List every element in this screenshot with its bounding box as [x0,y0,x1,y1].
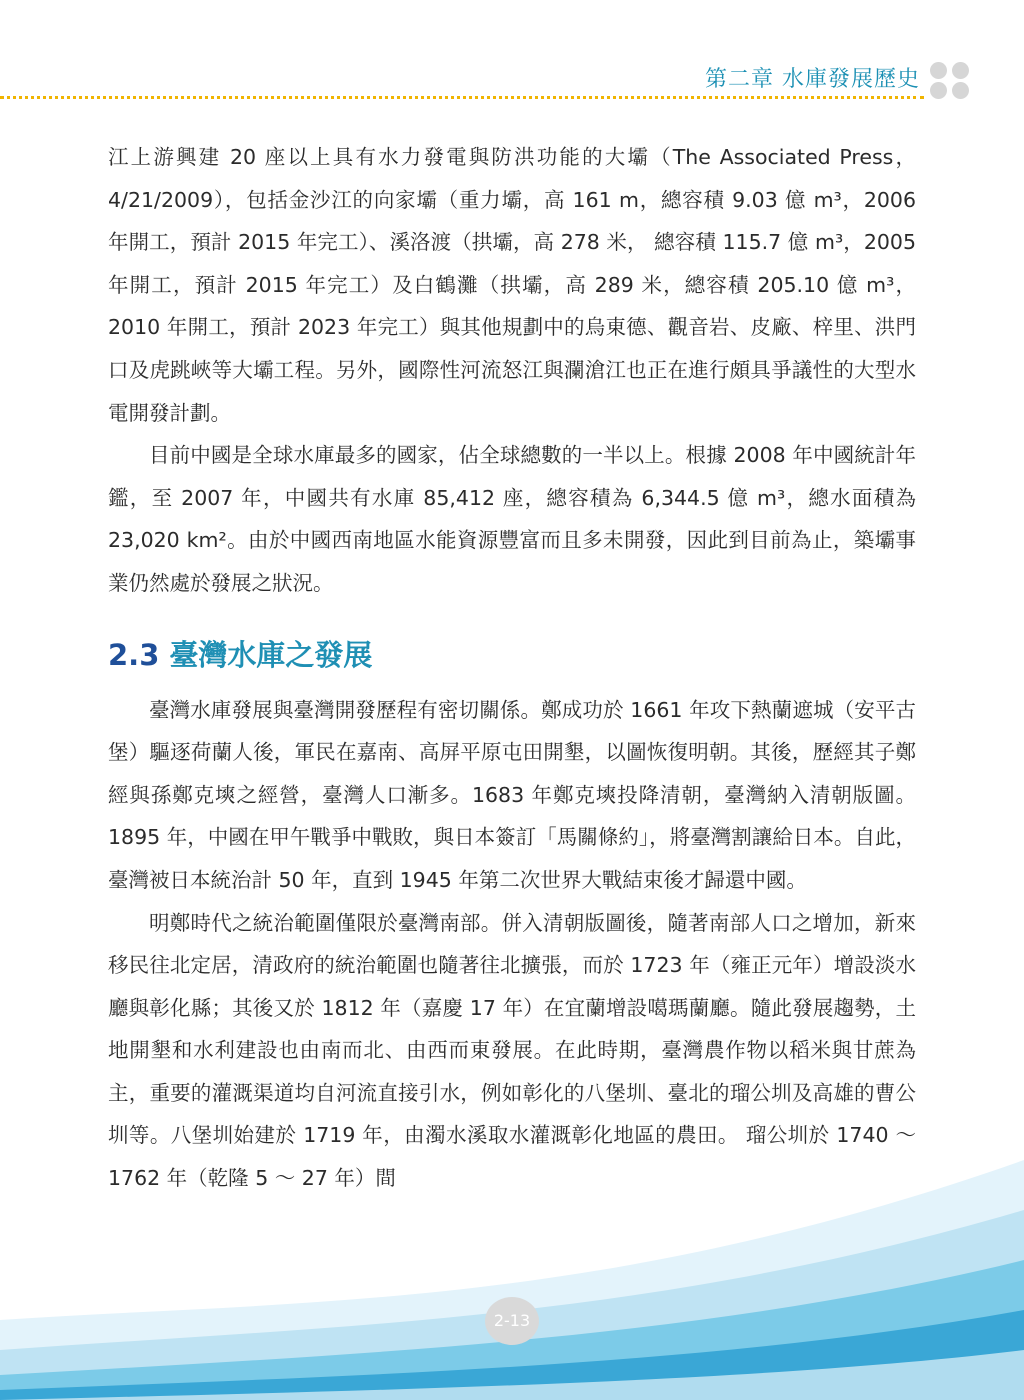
section-title: 臺灣水庫之發展 [169,637,373,672]
paragraph: 臺灣水庫發展與臺灣開發歷程有密切關係。鄭成功於 1661 年攻下熱蘭遮城（安平古堡）驅逐荷蘭人後，軍民在嘉南、高屏平原屯田開墾，以圖恢復明朝。其後，歷經其子鄭經與孫鄭克塽之經營，臺灣人口漸多。1683 年鄭克塽投降清朝，臺灣納入清朝版圖。1895 年，中國在甲午戰爭中戰敗，與日本簽訂「馬關條約」，將臺灣割讓給日本。自此，臺灣被日本統治計 50 年，直到 1945 年第二次世界大戰結束後才歸還中國。 [108,697,916,892]
section-number: 2.3 [108,637,160,672]
page-header [0,0,1024,110]
paragraph: 目前中國是全球水庫最多的國家，佔全球總數的一半以上。根據 2008 年中國統計年鑑，至 2007 年，中國共有水庫 85,412 座，總容積為 6,344.5 億 m³，總水面積為 23,020 km²。由於中國西南地區水能資源豐富而且多未開發，因此到目前為止，築壩事業仍然處於發展之狀況。 [108,443,916,595]
chapter-title: 第二章 水庫發展歷史 [705,67,920,92]
section-heading [108,631,916,679]
page-number-badge: 2-13 [485,1297,539,1345]
footer-wave-decoration [0,1150,1024,1400]
main-content [108,136,916,1200]
paragraph: 江上游興建 20 座以上具有水力發電與防洪功能的大壩（The Associated Press，4/21/2009），包括金沙江的向家壩（重力壩，高 161 m，總容積 9.03 億 m³，2006 年開工，預計 2015 年完工）、溪洛渡（拱壩，高 278 米， 總容積 115.7 億 m³，2005 年開工，預計 2015 年完工）及白鶴灘（拱壩，高 289 米，總容積 205.10 億 m³，2010 年開工，預計 2023 年完工）與其他規劃中的烏東德、觀音岩、皮廠、梓里、洪門口及虎跳峽等大壩工程。另外，國際性河流怒江與瀾滄江也正在進行頗具爭議性的大型水電開發計劃。 [108,145,916,425]
decorative-dots-icon [930,62,974,102]
paragraph: 明鄭時代之統治範圍僅限於臺灣南部。併入清朝版圖後，隨著南部人口之增加，新來移民往北定居，清政府的統治範圍也隨著往北擴張，而於 1723 年（雍正元年）增設淡水廳與彰化縣；其後又於 1812 年（嘉慶 17 年）在宜蘭增設噶瑪蘭廳。隨此發展趨勢，土地開墾和水利建設也由南而北、由西而東發展。在此時期，臺灣農作物以稻米與甘蔗為主，重要的灌溉渠道均自河流直接引水，例如彰化的八堡圳、臺北的瑠公圳及高雄的曹公圳等。八堡圳始建於 1719 年，由濁水溪取水灌溉彰化地區的農田。 瑠公圳於 1740 ～ 1762 年（乾隆 5 ～ 27 年）間 [108,910,916,1191]
header-divider [0,96,924,99]
